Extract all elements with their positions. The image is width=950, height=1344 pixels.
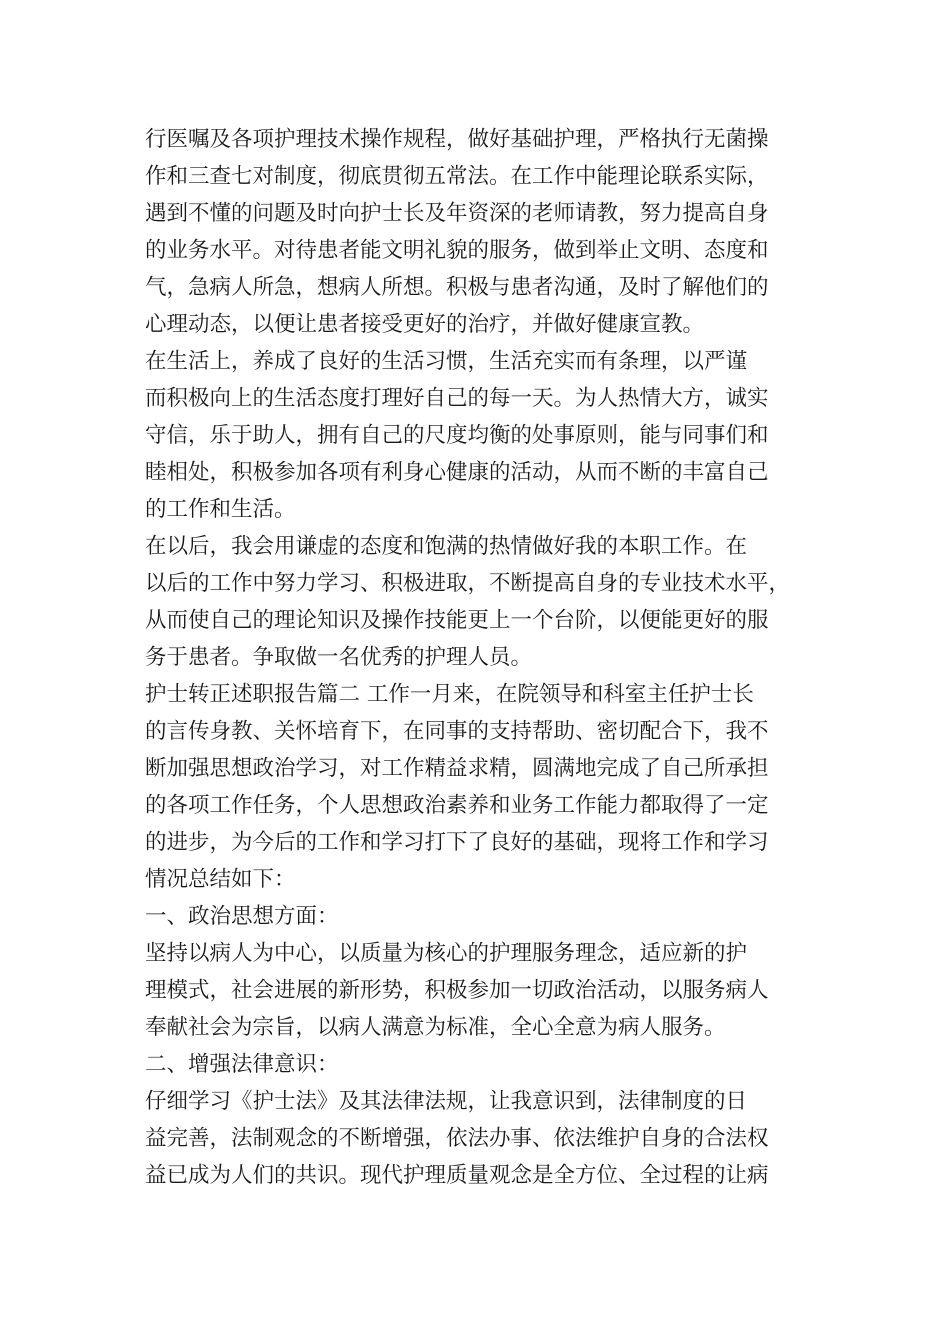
text-line: 睦相处，积极参加各项有利身心健康的活动，从而不断的丰富自己 bbox=[145, 460, 769, 485]
text-line: 从而使自己的理论知识及操作技能更上一个台阶，以便能更好的服 bbox=[145, 608, 769, 633]
text-line: 遇到不懂的问题及时向护士长及年资深的老师请教，努力提高自身 bbox=[145, 201, 769, 226]
text-line: 务于患者。争取做一名优秀的护理人员。 bbox=[145, 645, 533, 670]
text-line: 奉献社会为宗旨，以病人满意为标准，全心全意为病人服务。 bbox=[145, 1015, 726, 1040]
text-line: 益完善，法制观念的不断增强，依法办事、依法维护自身的合法权 bbox=[145, 1126, 769, 1151]
text-line: 一、政治思想方面： bbox=[145, 904, 339, 929]
text-line: 气，急病人所急，想病人所想。积极与患者沟通，及时了解他们的 bbox=[145, 275, 769, 300]
text-line: 行医嘱及各项护理技术操作规程，做好基础护理，严格执行无菌操 bbox=[145, 127, 769, 152]
text-line: 的业务水平。对待患者能文明礼貌的服务，做到举止文明、态度和 bbox=[145, 238, 769, 263]
text-line: 的工作和生活。 bbox=[145, 497, 296, 522]
text-line: 仔细学习《护士法》及其法律法规，让我意识到，法律制度的日 bbox=[145, 1089, 748, 1114]
text-line: 的进步，为今后的工作和学习打下了良好的基础，现将工作和学习 bbox=[145, 830, 769, 855]
text-line: 二、增强法律意识： bbox=[145, 1052, 339, 1077]
text-line: 在生活上，养成了良好的生活习惯，生活充实而有条理，以严谨 bbox=[145, 349, 748, 374]
text-line: 作和三查七对制度，彻底贯彻五常法。在工作中能理论联系实际， bbox=[145, 164, 769, 189]
text-line: 在以后，我会用谦虚的态度和饱满的热情做好我的本职工作。在 bbox=[145, 534, 748, 559]
text-line: 护士转正述职报告篇二 工作一月来，在院领导和科室主任护士长 bbox=[145, 682, 754, 707]
text-line: 坚持以病人为中心，以质量为核心的护理服务理念，适应新的护 bbox=[145, 941, 748, 966]
text-line: 理模式，社会进展的新形势，积极参加一切政治活动，以服务病人 bbox=[145, 978, 769, 1003]
text-line: 的言传身教、关怀培育下，在同事的支持帮助、密切配合下，我不 bbox=[145, 719, 769, 744]
text-line: 守信，乐于助人，拥有自己的尺度均衡的处事原则，能与同事们和 bbox=[145, 423, 769, 448]
text-line: 以后的工作中努力学习、积极进取，不断提高自身的专业技术水平， bbox=[145, 571, 791, 596]
text-line: 情况总结如下： bbox=[145, 867, 296, 892]
text-line: 益已成为人们的共识。现代护理质量观念是全方位、全过程的让病 bbox=[145, 1163, 769, 1188]
text-line: 断加强思想政治学习，对工作精益求精，圆满地完成了自己所承担 bbox=[145, 756, 769, 781]
text-line: 心理动态，以便让患者接受更好的治疗，并做好健康宣教。 bbox=[145, 312, 705, 337]
text-line: 的各项工作任务，个人思想政治素养和业务工作能力都取得了一定 bbox=[145, 793, 769, 818]
text-line: 而积极向上的生活态度打理好自己的每一天。为人热情大方，诚实 bbox=[145, 386, 769, 411]
